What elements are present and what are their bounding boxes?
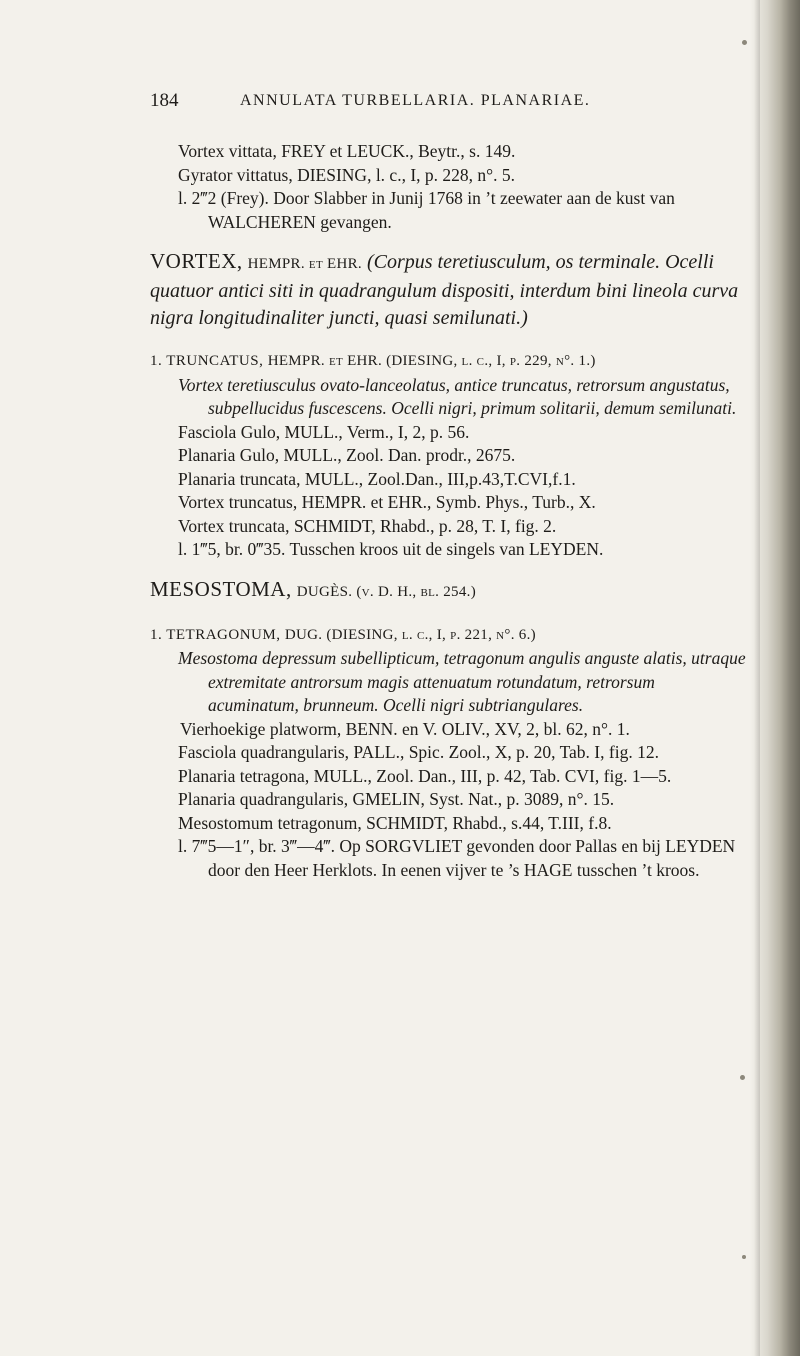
synonym-line: Mesostomum tetragonum, SCHMIDT, Rhabd., s.44, T.III, f.8. (178, 812, 612, 833)
speck (742, 40, 747, 45)
habitat-note: l. 7‴5—1″, br. 3‴—4‴. Op SORGVLIET gevonden door Pallas en bij LEYDEN door den Heer Herklots. In eenen vijver te ’s HAGE tusschen ’t kroos. (178, 836, 736, 880)
genus-authority: DUGÈS. (v. D. H., bl. 254.) (296, 583, 476, 600)
genus-name: MESOSTOMA, (150, 576, 292, 601)
running-title: ANNULATA TURBELLARIA. PLANARIAE. (240, 92, 591, 109)
synonym-line: Vortex truncata, SCHMIDT, Rhabd., p. 28, T. I, fig. 2. (178, 515, 557, 536)
synonym-line: Fasciola quadrangularis, PALL., Spic. Zool., X, p. 20, Tab. I, fig. 12. (178, 742, 659, 762)
synonym-line: Vortex vittata, FREY et LEUCK., Beytr., s. 149. (178, 141, 516, 161)
synonym-line: Fasciola Gulo, MULL., Verm., I, 2, p. 56. (178, 421, 470, 442)
page-gutter (754, 0, 760, 1356)
species-description: Vortex teretiusculus ovato-lanceolatus, antice truncatus, retrorsum angustatus, subpellucidus fuscescens. Ocelli nigri, primum solitarii, demum semilunati. (178, 374, 737, 418)
vernacular-note: Vierhoekige platworm, BENN. en V. OLIV., XV, 2, bl. 62, n°. 1. (180, 718, 630, 739)
speck (740, 1075, 745, 1080)
species-heading (150, 622, 750, 648)
synonym-line: Planaria Gulo, MULL., Zool. Dan. prodr., 2675. (178, 445, 516, 465)
page-number: 184 (150, 90, 179, 111)
page-header (150, 90, 730, 120)
synonym-line: Planaria truncata, MULL., Zool.Dan., III,p.43,T.CVI,f.1. (178, 468, 576, 489)
page-body (150, 140, 750, 896)
species-heading (150, 348, 750, 374)
species-description: Mesostoma depressum subellipticum, tetragonum angulis anguste alatis, utraque extremitate antrorsum magis attenuatum rotundatum, retrorsum acuminatum, brunneum. Ocelli nigri subtriangulares. (178, 648, 746, 715)
species-authority: HEMPR. et EHR. (DIESING, l. c., I, p. 229, n°. 1.) (267, 353, 596, 369)
species-name: 1. TETRAGONUM, (150, 626, 281, 643)
species-tetragonum (150, 622, 750, 883)
mesostoma-genus-heading (150, 576, 750, 606)
vortex-genus-heading (150, 248, 750, 332)
synonym-line: Vortex truncatus, HEMPR. et EHR., Symb. Phys., Turb., X. (178, 492, 596, 512)
genus-diagnosis: (Corpus teretiusculum, os terminale. Ocelli quatuor antici siti in quadrangulum dispositi, interdum bini lineola curva nigra longitudinaliter juncti, quasi semilunati.) (150, 251, 739, 329)
vortex-vittata-block (150, 140, 750, 234)
synonym-line: Planaria tetragona, MULL., Zool. Dan., III, p. 42, Tab. CVI, fig. 1—5. (178, 765, 672, 786)
synonym-line: Gyrator vittatus, DIESING, l. c., I, p. 228, n°. 5. (178, 164, 516, 185)
species-authority: DUG. (DIESING, l. c., I, p. 221, n°. 6.) (284, 626, 536, 643)
habitat-note: l. 1‴5, br. 0‴35. Tusschen kroos uit de singels van LEYDEN. (178, 539, 604, 559)
habitat-note: l. 2‴2 (Frey). Door Slabber in Junij 1768 in ’t zeewater aan de kust van WALCHEREN gevangen. (178, 188, 675, 232)
genus-authority: HEMPR. et EHR. (247, 256, 362, 272)
genus-name: VORTEX, (150, 249, 243, 273)
speck (742, 1255, 746, 1259)
species-truncatus (150, 348, 750, 562)
synonym-line: Planaria quadrangularis, GMELIN, Syst. Nat., p. 3089, n°. 15. (178, 789, 615, 809)
species-name: 1. TRUNCATUS, (150, 353, 264, 369)
